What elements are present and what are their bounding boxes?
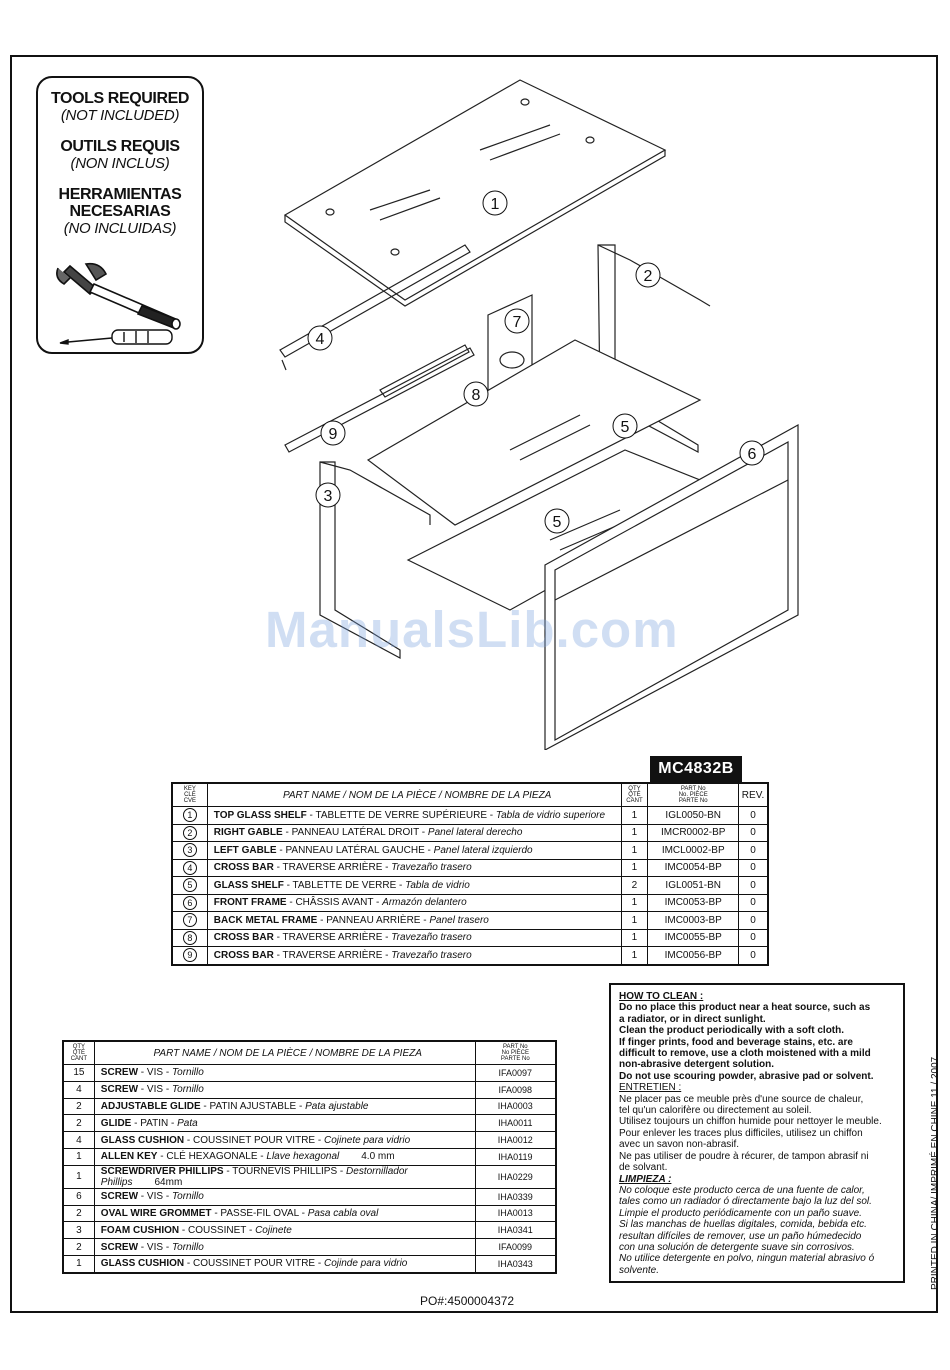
rev-cell: 0 xyxy=(739,947,768,965)
table-row xyxy=(63,1065,556,1082)
name-header: PART NAME / NOM DE LA PIÈCE / NOMBRE DE LA PIEZA xyxy=(207,783,621,807)
svg-text:3: 3 xyxy=(323,488,333,505)
part-no-header: PART No No. PIÈCE PARTE No xyxy=(648,783,739,807)
svg-text:8: 8 xyxy=(471,387,481,404)
tools-en-title: TOOLS REQUIRED xyxy=(50,90,190,107)
hw-part-cell: IHA0119 xyxy=(475,1148,556,1165)
care-line: non-abrasive detergent solution. xyxy=(619,1059,775,1071)
hw-qty-cell: 2 xyxy=(63,1115,94,1132)
care-line: Ne placer pas ce meuble près d'une source de chaleur, xyxy=(619,1093,864,1105)
hw-part-cell: IHA0343 xyxy=(475,1255,556,1272)
parts-table-header xyxy=(172,783,768,807)
tools-fr-sub: (NON INCLUS) xyxy=(70,155,170,172)
table-row xyxy=(63,1081,556,1098)
part-no-cell: IMCR0002-BP xyxy=(648,824,739,842)
diagram-callout-7 xyxy=(505,309,529,333)
hw-name-cell: GLASS CUSHION - COUSSINET POUR VITRE - Cojinde para vidrio xyxy=(94,1255,475,1272)
key-cell xyxy=(172,842,207,860)
diagram-callout-2 xyxy=(636,263,660,287)
part-name-cell: FRONT FRAME - CHÂSSIS AVANT - Armazón delantero xyxy=(207,894,621,912)
part-name-cell: TOP GLASS SHELF - TABLETTE DE VERRE SUPÉRIEURE - Tabla de vidrio superiore xyxy=(207,807,621,825)
key-cell xyxy=(172,894,207,912)
hw-part-cell: IHA0011 xyxy=(475,1115,556,1132)
hw-qty-cell: 1 xyxy=(63,1255,94,1272)
qty-cell: 1 xyxy=(621,807,648,825)
qty-cell: 1 xyxy=(621,947,648,965)
key-cell xyxy=(172,807,207,825)
tools-es xyxy=(38,186,202,237)
svg-text:4: 4 xyxy=(315,331,325,348)
care-fr-heading: ENTRETIEN : xyxy=(619,1082,682,1094)
hw-part-cell: IHA0229 xyxy=(475,1165,556,1188)
key-number: 9 xyxy=(183,948,197,962)
hw-name-cell: SCREW - VIS - Tornillo xyxy=(94,1239,475,1256)
care-en-heading: HOW TO CLEAN : xyxy=(619,991,704,1002)
hw-qty-cell: 1 xyxy=(63,1165,94,1188)
part-name-cell: CROSS BAR - TRAVERSE ARRIÈRE - Travezaño trasero xyxy=(207,859,621,877)
care-line: a radiator, or in direct sunlight. xyxy=(619,1013,766,1025)
hw-qty-header: QTY QTÉ CANT xyxy=(63,1041,94,1065)
care-line: Pour enlever les traces plus difficiles, utilisez un chiffon xyxy=(619,1127,863,1139)
qty-cell: 1 xyxy=(621,824,648,842)
qty-cell: 1 xyxy=(621,912,648,930)
watermark: ManualsLib.com xyxy=(265,601,679,658)
svg-text:9: 9 xyxy=(328,426,338,443)
care-es-text xyxy=(619,1185,895,1276)
qty-cell: 1 xyxy=(621,842,648,860)
table-row xyxy=(172,912,768,930)
hw-name-cell: ALLEN KEY - CLÉ HEXAGONALE - Llave hexagonal 4.0 mm xyxy=(94,1148,475,1165)
care-line: tales como un radiador ó directamente bajo la luz del sol. xyxy=(619,1196,872,1208)
diagram-callout-3 xyxy=(316,483,340,507)
key-number: 6 xyxy=(183,896,197,910)
table-row xyxy=(172,824,768,842)
care-line: Limpie el producto periódicamente con un paño suave. xyxy=(619,1207,862,1219)
tools-fr-title: OUTILS REQUIS xyxy=(60,138,180,155)
part-no-cell: IMC0055-BP xyxy=(648,929,739,947)
key-number: 1 xyxy=(183,808,197,822)
printed-in-china-note: PRINTED IN CHINA/ IMPRIMÉ EN CHINE 11 / 2007 xyxy=(930,1056,941,1290)
hw-qty-cell: 15 xyxy=(63,1065,94,1082)
hw-name-cell: SCREW - VIS - Tornillo xyxy=(94,1188,475,1205)
part-name-cell: LEFT GABLE - PANNEAU LATÉRAL GAUCHE - Panel lateral izquierdo xyxy=(207,842,621,860)
care-line: resultan difíciles de remover, use un paño húmedecido xyxy=(619,1230,862,1242)
diagram-callout-9 xyxy=(321,421,345,445)
key-number: 5 xyxy=(183,878,197,892)
parts-table xyxy=(171,782,769,966)
hw-name-cell: FOAM CUSHION - COUSSINET - Cojinete xyxy=(94,1222,475,1239)
hw-qty-cell: 1 xyxy=(63,1148,94,1165)
table-row xyxy=(63,1188,556,1205)
part-no-cell: IMC0056-BP xyxy=(648,947,739,965)
hw-part-cell: IFA0098 xyxy=(475,1081,556,1098)
diagram-callout-6 xyxy=(740,441,764,465)
hw-part-cell: IHA0003 xyxy=(475,1098,556,1115)
hw-part-cell: IHA0012 xyxy=(475,1132,556,1149)
table-row xyxy=(63,1255,556,1272)
table-row xyxy=(63,1115,556,1132)
rev-cell: 0 xyxy=(739,824,768,842)
part-no-cell: IMC0003-BP xyxy=(648,912,739,930)
care-line: If finger prints, food and beverage stains, etc. are xyxy=(619,1036,853,1048)
svg-text:1: 1 xyxy=(490,196,500,213)
part-no-cell: IGL0051-BN xyxy=(648,877,739,895)
diagram-callout-1 xyxy=(483,191,507,215)
care-line: Ne pas utiliser de poudre à récurer, de tampon abrasif ni xyxy=(619,1150,869,1162)
tools-fr xyxy=(38,138,202,172)
care-line: Si las manchas de huellas digitales, comida, bebida etc. xyxy=(619,1219,867,1231)
tools-illustration xyxy=(50,258,200,348)
key-header: KEY CLÉ CVE xyxy=(172,783,207,807)
model-number-badge: MC4832B xyxy=(650,756,742,782)
table-row xyxy=(63,1098,556,1115)
care-line: No coloque este producto cerca de una fuente de calor, xyxy=(619,1184,865,1196)
hw-name-cell: SCREW - VIS - Tornillo xyxy=(94,1065,475,1082)
care-fr-text xyxy=(619,1094,895,1174)
top-glass-shelf-drawing xyxy=(285,80,665,300)
rev-cell: 0 xyxy=(739,929,768,947)
rev-cell: 0 xyxy=(739,912,768,930)
hw-part-cell: IHA0013 xyxy=(475,1205,556,1222)
hw-qty-cell: 6 xyxy=(63,1188,94,1205)
table-row xyxy=(63,1132,556,1149)
tools-required-box xyxy=(36,76,204,354)
key-number: 7 xyxy=(183,913,197,927)
qty-cell: 1 xyxy=(621,859,648,877)
qty-cell: 1 xyxy=(621,894,648,912)
po-number: PO#:4500004372 xyxy=(420,1294,515,1308)
hw-size: 64mm xyxy=(154,1176,183,1188)
hw-name-cell: SCREWDRIVER PHILLIPS - TOURNEVIS PHILLIPS - Destornillador Phillips 64mm xyxy=(94,1165,475,1188)
table-row xyxy=(172,877,768,895)
hw-qty-cell: 4 xyxy=(63,1081,94,1098)
part-name-cell: GLASS SHELF - TABLETTE DE VERRE - Tabla de vidrio xyxy=(207,877,621,895)
tools-es-sub: (NO INCLUIDAS) xyxy=(63,220,177,237)
table-row xyxy=(172,894,768,912)
care-line: avec un savon non-abrasif. xyxy=(619,1139,740,1151)
cross-bar-8-drawing xyxy=(380,345,469,397)
hw-qty-cell: 2 xyxy=(63,1098,94,1115)
qty-cell: 2 xyxy=(621,877,648,895)
part-name-cell: BACK METAL FRAME - PANNEAU ARRIÈRE - Panel trasero xyxy=(207,912,621,930)
qty-header: QTY QTÉ CANT xyxy=(621,783,648,807)
care-instructions xyxy=(609,983,905,1283)
table-row xyxy=(63,1205,556,1222)
part-name-cell: CROSS BAR - TRAVERSE ARRIÈRE - Travezaño trasero xyxy=(207,947,621,965)
hw-qty-cell: 2 xyxy=(63,1239,94,1256)
qty-cell: 1 xyxy=(621,929,648,947)
table-row xyxy=(63,1222,556,1239)
key-number: 3 xyxy=(183,843,197,857)
key-cell xyxy=(172,859,207,877)
care-en-text xyxy=(619,1002,895,1082)
care-line: solvente. xyxy=(619,1264,660,1276)
svg-text:6: 6 xyxy=(747,446,757,463)
svg-text:5: 5 xyxy=(620,419,630,436)
hw-qty-cell: 4 xyxy=(63,1132,94,1149)
svg-text:7: 7 xyxy=(512,314,522,331)
key-cell xyxy=(172,947,207,965)
key-cell xyxy=(172,824,207,842)
hw-size: 4.0 mm xyxy=(361,1151,395,1163)
table-row xyxy=(172,929,768,947)
rev-cell: 0 xyxy=(739,859,768,877)
diagram-callout-8 xyxy=(464,382,488,406)
care-es-heading: LIMPIEZA : xyxy=(619,1173,672,1185)
care-line: difficult to remove, use a cloth moistened with a mild xyxy=(619,1048,871,1060)
care-line: de solvant. xyxy=(619,1162,668,1174)
hw-part-cell: IHA0339 xyxy=(475,1188,556,1205)
care-line: No utilice detergente en polvo, ningun material abrasivo ó xyxy=(619,1253,875,1265)
key-cell xyxy=(172,912,207,930)
hw-name-cell: GLIDE - PATIN - Pata xyxy=(94,1115,475,1132)
care-line: Do not use scouring powder, abrasive pad or solvent. xyxy=(619,1070,874,1082)
screwdriver-icon xyxy=(60,330,172,344)
hw-qty-cell: 2 xyxy=(63,1205,94,1222)
part-no-cell: IMC0053-BP xyxy=(648,894,739,912)
care-line: Do no place this product near a heat source, such as xyxy=(619,1002,871,1014)
hw-name-cell: ADJUSTABLE GLIDE - PATIN AJUSTABLE - Pata ajustable xyxy=(94,1098,475,1115)
table-row xyxy=(63,1165,556,1188)
hw-part-cell: IHA0341 xyxy=(475,1222,556,1239)
svg-text:5: 5 xyxy=(552,514,562,531)
table-row xyxy=(172,842,768,860)
hardware-table xyxy=(62,1040,557,1274)
rev-cell: 0 xyxy=(739,807,768,825)
diagram-callout-5b xyxy=(545,509,569,533)
svg-text:2: 2 xyxy=(643,268,653,285)
part-no-cell: IMC0054-BP xyxy=(648,859,739,877)
care-line: con una solución de detergente suave sin corrosivos. xyxy=(619,1241,855,1253)
table-row xyxy=(63,1148,556,1165)
hardware-table-header xyxy=(63,1041,556,1065)
key-cell xyxy=(172,929,207,947)
tools-en-sub: (NOT INCLUDED) xyxy=(60,107,180,124)
diagram-callout-4 xyxy=(308,326,332,350)
rev-cell: 0 xyxy=(739,842,768,860)
hw-qty-cell: 3 xyxy=(63,1222,94,1239)
table-row xyxy=(172,859,768,877)
tools-es-title1: HERRAMIENTAS xyxy=(58,186,182,203)
rev-cell: 0 xyxy=(739,894,768,912)
tools-en xyxy=(38,90,202,124)
key-number: 4 xyxy=(183,861,197,875)
hw-name-cell: GLASS CUSHION - COUSSINET POUR VITRE - Cojinete para vidrio xyxy=(94,1132,475,1149)
rev-cell: 0 xyxy=(739,877,768,895)
table-row xyxy=(63,1239,556,1256)
key-cell xyxy=(172,877,207,895)
part-name-cell: RIGHT GABLE - PANNEAU LATÉRAL DROIT - Panel lateral derecho xyxy=(207,824,621,842)
table-row xyxy=(172,947,768,965)
tools-es-title2: NECESARIAS xyxy=(69,203,171,220)
part-no-cell: IGL0050-BN xyxy=(648,807,739,825)
hw-name-cell: SCREW - VIS - Tornillo xyxy=(94,1081,475,1098)
hw-part-cell: IFA0097 xyxy=(475,1065,556,1082)
diagram-callout-5a xyxy=(613,414,637,438)
hammer-icon xyxy=(57,264,180,329)
rev-header: REV. xyxy=(739,783,768,807)
care-line: tel qu'un calorifère ou directement au soleil. xyxy=(619,1105,812,1117)
part-name-cell: CROSS BAR - TRAVERSE ARRIÈRE - Travezaño trasero xyxy=(207,929,621,947)
hw-part-cell: IFA0099 xyxy=(475,1239,556,1256)
hw-name-header: PART NAME / NOM DE LA PIÈCE / NOMBRE DE LA PIEZA xyxy=(94,1041,475,1065)
care-line: Clean the product periodically with a soft cloth. xyxy=(619,1025,845,1037)
key-number: 2 xyxy=(183,826,197,840)
key-number: 8 xyxy=(183,931,197,945)
hw-name-cell: OVAL WIRE GROMMET - PASSE-FIL OVAL - Pasa cabla oval xyxy=(94,1205,475,1222)
part-no-cell: IMCL0002-BP xyxy=(648,842,739,860)
hw-part-header: PART No No PIÈCE PARTE No xyxy=(475,1041,556,1065)
table-row xyxy=(172,807,768,825)
care-line: Utilisez toujours un chiffon humide pour nettoyer le meuble. xyxy=(619,1116,882,1128)
